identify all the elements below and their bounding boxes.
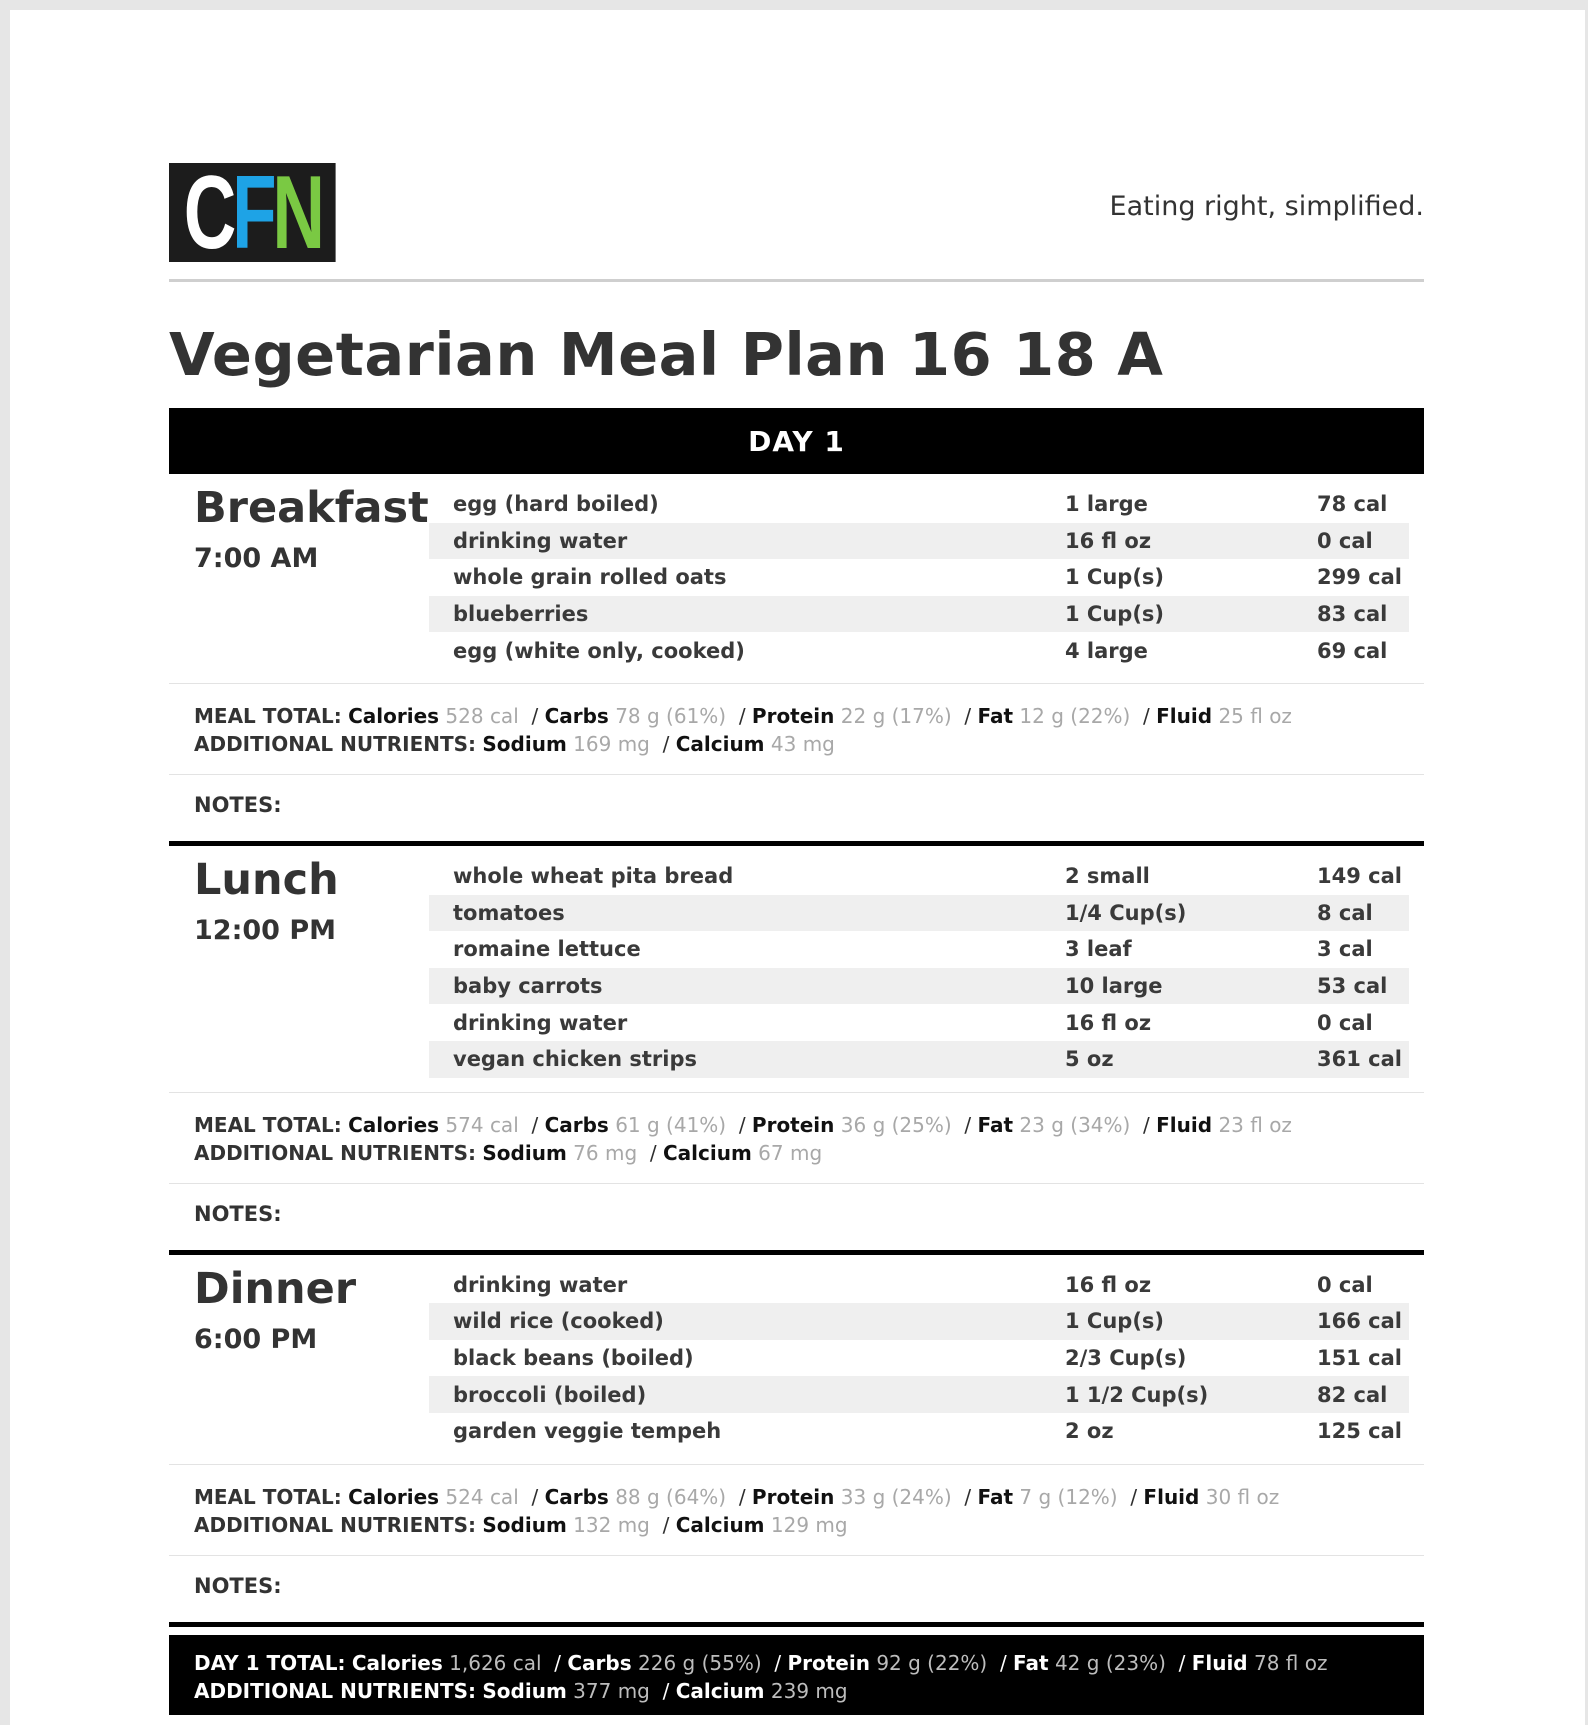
document-page [10,10,1585,1725]
food-quantity: 10 large [1065,974,1163,999]
day-calcium-label: Calcium [675,1678,765,1703]
food-row [429,931,1409,968]
food-calories: 299 cal [1317,565,1402,590]
food-quantity: 1 Cup(s) [1065,565,1165,590]
carbs-label: Carbs [544,1112,609,1137]
food-row [429,1041,1409,1078]
calories-label: Calories [348,1484,440,1509]
carbs-label: Carbs [544,1484,609,1509]
sodium-label: Sodium [482,731,567,756]
fluid-label: Fluid [1156,1112,1213,1137]
meal-title: Dinner [194,1263,357,1314]
meal-total-line: MEAL TOTAL: Calories 574 cal / Carbs 61 g (41%) / Protein 36 g (25%) / Fat 23 g (34%) / Fluid 23 fl oz [194,1112,1292,1137]
protein-label: Protein [751,703,835,728]
calories-label: Calories [348,1112,440,1137]
food-calories: 83 cal [1317,602,1388,627]
additional-label: ADDITIONAL NUTRIENTS: [194,731,477,756]
food-calories: 53 cal [1317,974,1388,999]
food-row [429,1340,1409,1377]
logo-letter-n: N [272,163,321,262]
food-calories: 78 cal [1317,492,1388,517]
cfn-logo [169,163,336,262]
food-name: whole wheat pita bread [453,864,734,889]
food-name: drinking water [453,1010,628,1035]
calcium-label: Calcium [675,1512,765,1537]
food-quantity: 1 Cup(s) [1065,1309,1165,1334]
day-header: DAY 1 [169,408,1424,474]
food-name: egg (hard boiled) [453,492,659,517]
food-list [429,846,1409,1078]
food-calories: 3 cal [1317,937,1373,962]
carbs-value: 61 g (41%) [615,1112,727,1137]
header [169,153,1424,282]
protein-value: 33 g (24%) [840,1484,952,1509]
food-calories: 0 cal [1317,1272,1373,1297]
food-name: drinking water [453,1272,628,1297]
food-quantity: 16 fl oz [1065,1272,1152,1297]
meals-container [169,474,1424,1627]
food-quantity: 3 leaf [1065,937,1132,962]
meal-heading [169,1255,429,1450]
food-name: egg (white only, cooked) [453,638,745,663]
food-quantity: 16 fl oz [1065,1010,1152,1035]
food-quantity: 1 1/2 Cup(s) [1065,1382,1209,1407]
food-quantity: 2/3 Cup(s) [1065,1346,1187,1371]
document-content [169,153,1424,1715]
protein-label: Protein [751,1484,835,1509]
fluid-value: 30 fl oz [1205,1484,1280,1509]
calories-value: 574 cal [445,1112,519,1137]
additional-nutrients-line: ADDITIONAL NUTRIENTS: Sodium 76 mg / Calcium 67 mg [194,1140,823,1165]
food-quantity: 1/4 Cup(s) [1065,900,1187,925]
day-total [169,1635,1424,1715]
meal-items-block [169,846,1424,1093]
fat-label: Fat [977,1112,1014,1137]
meal-totals [169,684,1424,775]
food-calories: 0 cal [1317,1010,1373,1035]
meal-section-2 [169,1255,1424,1627]
tagline: Eating right, simplified. [1109,191,1424,222]
food-quantity: 16 fl oz [1065,528,1152,553]
carbs-label: Carbs [544,703,609,728]
meal-divider [169,1622,1424,1627]
fluid-label: Fluid [1156,703,1213,728]
food-row [429,523,1409,560]
food-name: garden veggie tempeh [453,1419,722,1444]
day-sodium-label: Sodium [482,1678,567,1703]
day-calories-label: Calories [351,1650,443,1675]
meal-total-line: MEAL TOTAL: Calories 524 cal / Carbs 88 g (64%) / Protein 33 g (24%) / Fat 7 g (12%) / Fluid 30 fl oz [194,1484,1280,1509]
meal-title: Lunch [194,854,339,905]
food-quantity: 2 oz [1065,1419,1114,1444]
calories-label: Calories [348,703,440,728]
food-row [429,486,1409,523]
additional-nutrients-line: ADDITIONAL NUTRIENTS: Sodium 169 mg / Calcium 43 mg [194,731,835,756]
day-calories-value: 1,626 cal [449,1650,542,1675]
meal-section-1 [169,846,1424,1255]
meal-total-label: MEAL TOTAL: [194,1112,342,1137]
sodium-label: Sodium [482,1140,567,1165]
day-additional-line: ADDITIONAL NUTRIENTS: Sodium 377 mg / Calcium 239 mg [194,1678,848,1703]
food-name: drinking water [453,528,628,553]
food-calories: 149 cal [1317,864,1402,889]
calcium-label: Calcium [675,731,765,756]
food-name: vegan chicken strips [453,1047,697,1072]
day-protein-label: Protein [787,1650,870,1675]
meal-heading [169,474,429,669]
day-additional-label: ADDITIONAL NUTRIENTS: [194,1678,477,1703]
day-protein-value: 92 g (22%) [876,1650,988,1675]
day-fat-value: 42 g (23%) [1054,1650,1166,1675]
meal-total-label: MEAL TOTAL: [194,1484,342,1509]
sodium-value: 132 mg [573,1512,650,1537]
additional-label: ADDITIONAL NUTRIENTS: [194,1512,477,1537]
day-carbs-value: 226 g (55%) [638,1650,762,1675]
day-total-label: DAY 1 TOTAL: [194,1650,346,1675]
food-name: romaine lettuce [453,937,641,962]
meal-heading [169,846,429,1078]
calcium-value: 43 mg [770,731,835,756]
food-calories: 69 cal [1317,638,1388,663]
day-total-line: DAY 1 TOTAL: Calories 1,626 cal / Carbs 226 g (55%) / Protein 92 g (22%) / Fat 42 g (23%) / Fluid 78 fl oz [194,1650,1328,1675]
meal-items-block [169,474,1424,684]
food-name: wild rice (cooked) [453,1309,664,1334]
page-title: Vegetarian Meal Plan 16 18 A [169,320,1164,389]
food-quantity: 2 small [1065,864,1150,889]
food-name: blueberries [453,602,589,627]
notes-label: NOTES: [194,1573,282,1598]
calcium-value: 67 mg [758,1140,823,1165]
fat-value: 23 g (34%) [1019,1112,1131,1137]
notes-label: NOTES: [194,1201,282,1226]
fat-value: 7 g (12%) [1019,1484,1118,1509]
food-quantity: 1 Cup(s) [1065,602,1165,627]
food-row [429,632,1409,669]
notes-label: NOTES: [194,792,282,817]
additional-nutrients-line: ADDITIONAL NUTRIENTS: Sodium 132 mg / Calcium 129 mg [194,1512,848,1537]
fluid-value: 23 fl oz [1218,1112,1292,1137]
food-row [429,1413,1409,1450]
fat-label: Fat [977,1484,1014,1509]
food-row [429,559,1409,596]
food-row [429,1376,1409,1413]
day-sodium-value: 377 mg [573,1678,650,1703]
food-quantity: 1 large [1065,492,1148,517]
meal-time: 12:00 PM [194,915,337,947]
food-name: tomatoes [453,900,565,925]
food-row [429,1004,1409,1041]
food-row [429,1267,1409,1304]
food-calories: 166 cal [1317,1309,1402,1334]
food-list [429,1255,1409,1450]
food-list [429,474,1409,669]
sodium-value: 76 mg [573,1140,638,1165]
fat-value: 12 g (22%) [1019,703,1131,728]
fat-label: Fat [977,703,1014,728]
food-quantity: 5 oz [1065,1047,1114,1072]
calcium-label: Calcium [662,1140,752,1165]
meal-time: 6:00 PM [194,1323,318,1355]
food-row [429,596,1409,633]
meal-time: 7:00 AM [194,543,319,575]
carbs-value: 88 g (64%) [615,1484,727,1509]
fluid-value: 25 fl oz [1218,703,1292,728]
day-carbs-label: Carbs [567,1650,632,1675]
food-name: whole grain rolled oats [453,565,727,590]
day-fluid-value: 78 fl oz [1253,1650,1328,1675]
day-fat-label: Fat [1013,1650,1049,1675]
food-name: baby carrots [453,974,603,999]
protein-label: Protein [751,1112,835,1137]
additional-label: ADDITIONAL NUTRIENTS: [194,1140,477,1165]
food-calories: 125 cal [1317,1419,1402,1444]
food-row [429,1303,1409,1340]
food-calories: 361 cal [1317,1047,1402,1072]
meal-items-block [169,1255,1424,1465]
sodium-label: Sodium [482,1512,567,1537]
fluid-label: Fluid [1143,1484,1200,1509]
logo-letter-c: C [183,163,233,262]
food-calories: 82 cal [1317,1382,1388,1407]
carbs-value: 78 g (61%) [615,703,727,728]
food-calories: 8 cal [1317,900,1373,925]
calories-value: 524 cal [445,1484,519,1509]
food-name: broccoli (boiled) [453,1382,647,1407]
meal-section-0 [169,474,1424,846]
sodium-value: 169 mg [573,731,650,756]
meal-title: Breakfast [194,483,429,533]
day-fluid-label: Fluid [1191,1650,1248,1675]
food-calories: 0 cal [1317,528,1373,553]
food-calories: 151 cal [1317,1346,1402,1371]
meal-totals [169,1093,1424,1184]
protein-value: 36 g (25%) [840,1112,952,1137]
day-calcium-value: 239 mg [770,1678,848,1703]
meal-total-label: MEAL TOTAL: [194,703,342,728]
meal-total-line: MEAL TOTAL: Calories 528 cal / Carbs 78 g (61%) / Protein 22 g (17%) / Fat 12 g (22%) / Fluid 25 fl oz [194,703,1292,728]
food-row [429,968,1409,1005]
calories-value: 528 cal [445,703,519,728]
calcium-value: 129 mg [770,1512,848,1537]
logo-letter-f: F [232,163,273,262]
meal-totals [169,1465,1424,1556]
food-row [429,858,1409,895]
protein-value: 22 g (17%) [840,703,952,728]
food-row [429,895,1409,932]
food-name: black beans (boiled) [453,1346,694,1371]
food-quantity: 4 large [1065,638,1148,663]
